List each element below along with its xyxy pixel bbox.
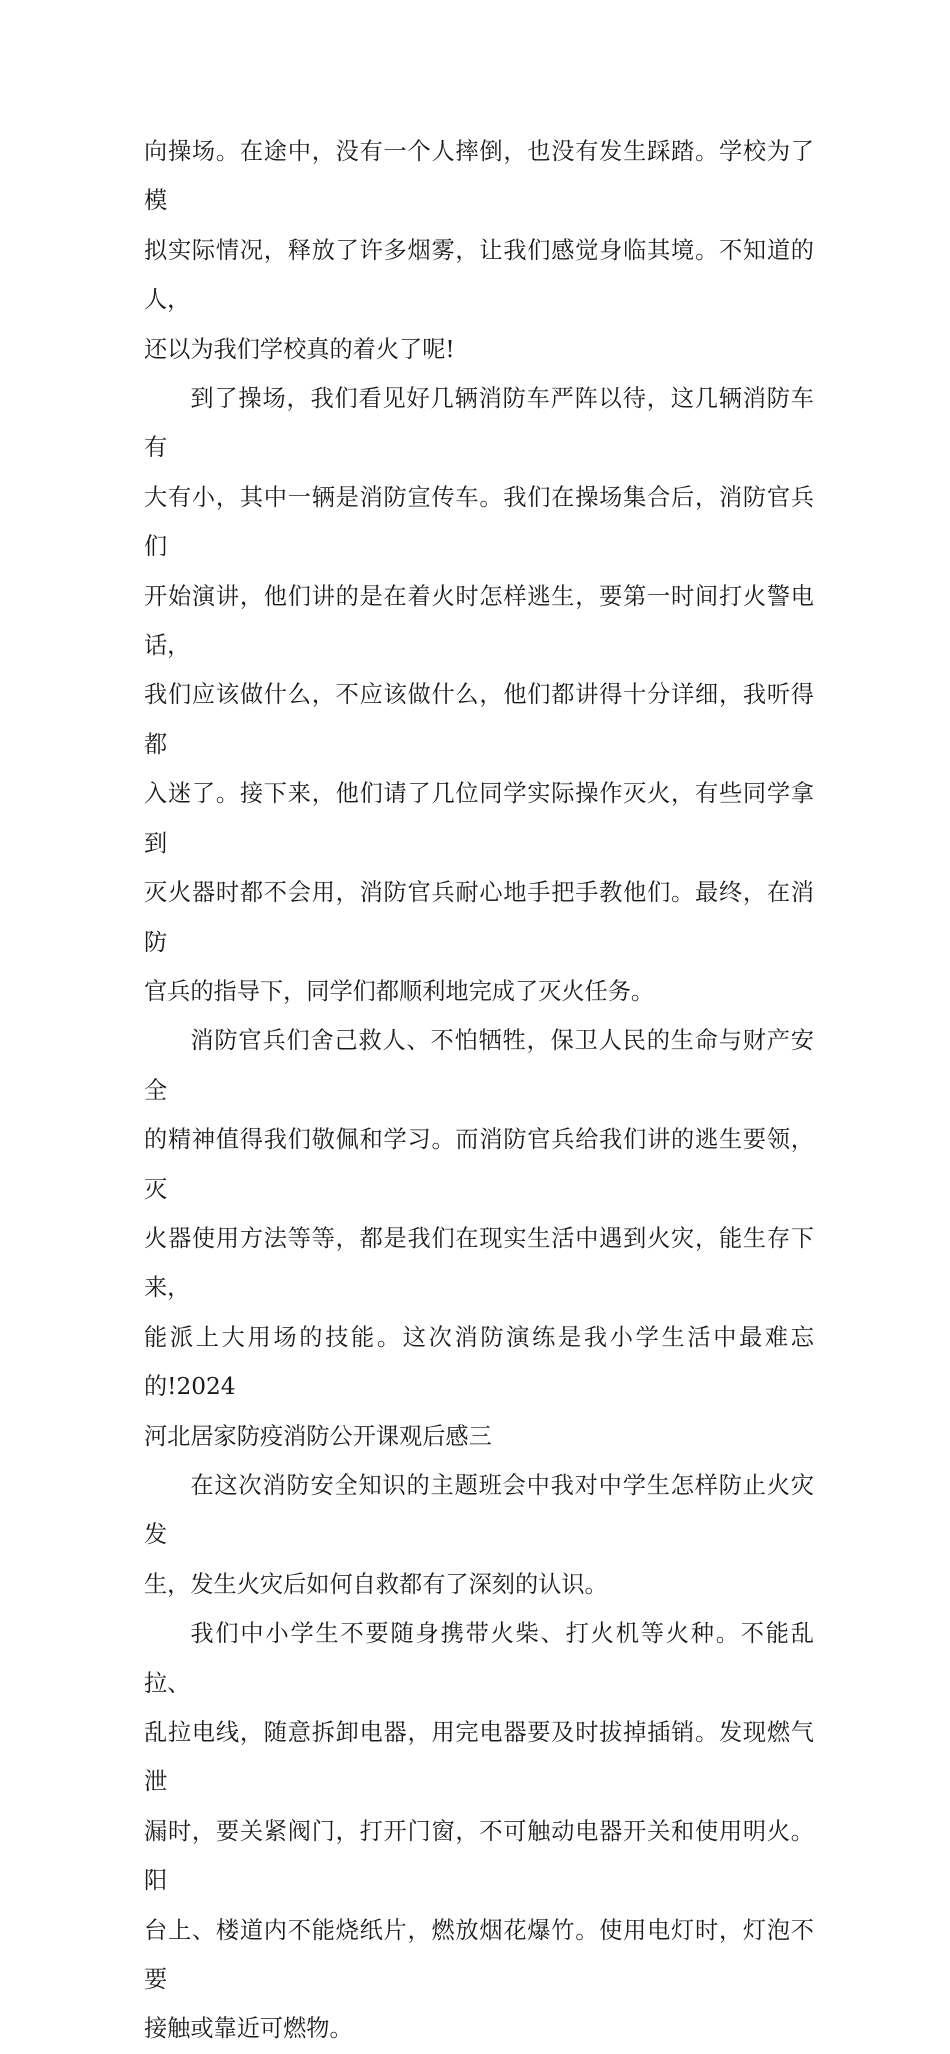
document-body bbox=[144, 127, 814, 2054]
paragraph: 在这次消防安全知识的主题班会中我对中学生怎样防止火灾发 生，发生火灾后如何自救都有了深刻的认识。 bbox=[144, 1471, 814, 1598]
paragraph: 到了操场，我们看见好几辆消防车严阵以待，这几辆消防车有 大有小，其中一辆是消防宣传车。我们在操场集合后，消防官兵们 开始演讲，他们讲的是在着火时怎样逃生，要第一时间打火警电话， 我们应该做什么，不应该做什么，他们都讲得十分详细，我听得都 入迷了。接下来，他们请了几位同学实际操作灭火，有些同学拿到 灭火器时都不会用，消防官兵耐心地手把手教他们。最终，在消防 官兵的指导下，同学们都顺利地完成了灭火任务。 bbox=[144, 385, 814, 1005]
paragraph: 向操场。在途中，没有一个人摔倒，也没有发生踩踏。学校为了模 拟实际情况，释放了许多烟雾，让我们感觉身临其境。不知道的人， 还以为我们学校真的着火了呢! bbox=[144, 138, 814, 363]
paragraph: 我们中小学生不要随身携带火柴、打火机等火种。不能乱拉、 乱拉电线，随意拆卸电器，用完电器要及时拔掉插销。发现燃气泄 漏时，要关紧阀门，打开门窗，不可触动电器开关和使用明火。阳 台上、楼道内不能烧纸片，燃放烟花爆竹。使用电灯时，灯泡不要 接触或靠近可燃物。 bbox=[144, 1620, 814, 2043]
paragraph: 消防官兵们舍己救人、不怕牺牲，保卫人民的生命与财产安全 的精神值得我们敬佩和学习。而消防官兵给我们讲的逃生要领，灭 火器使用方法等等，都是我们在现实生活中遇到火灾，能生存下来， 能派上大用场的技能。这次消防演练是我小学生活中最难忘的!2024 河北居家防疫消防公开课观后感三 bbox=[144, 1027, 814, 1450]
